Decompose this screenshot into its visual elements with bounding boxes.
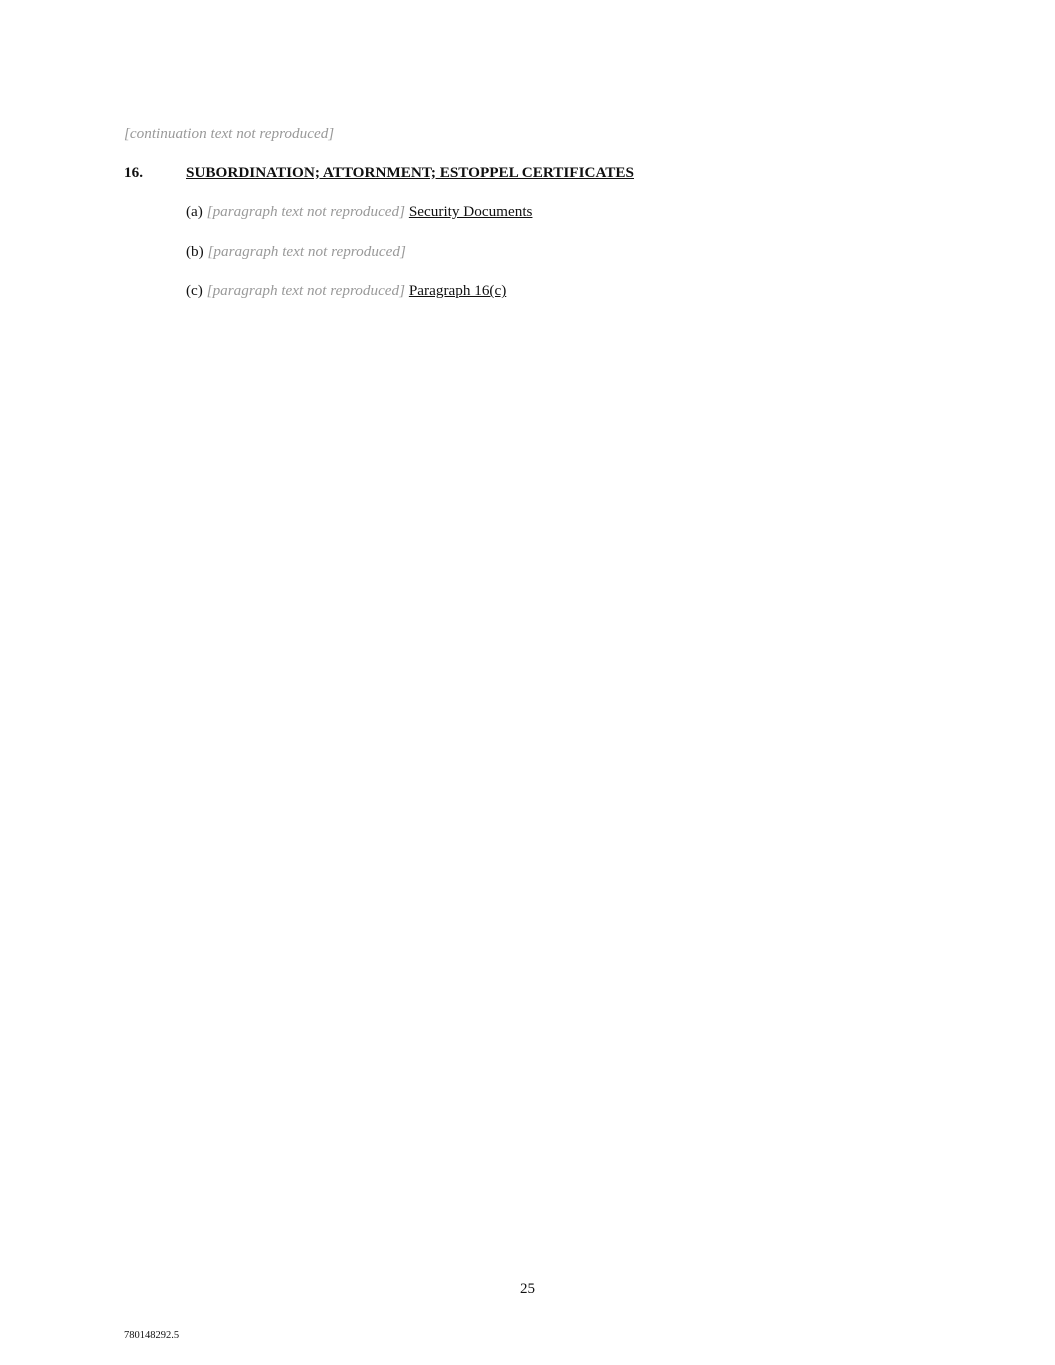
continuation-text-placeholder: [continuation text not reproduced] <box>124 125 335 142</box>
paragraph-a <box>124 202 929 222</box>
paragraph-b-label: (b) <box>186 242 204 260</box>
defined-term-security-documents: Security Documents <box>408 202 533 220</box>
paragraph-c-label: (c) <box>186 282 203 300</box>
document-page <box>124 124 929 301</box>
paragraph-continuation <box>124 124 929 144</box>
section-heading <box>124 164 929 182</box>
paragraph-c-text-placeholder: [paragraph text not reproduced] <box>206 282 406 300</box>
cross-reference-paragraph-16c: Paragraph 16(c) <box>408 282 507 300</box>
paragraph-c <box>124 281 929 301</box>
section-number: 16. <box>124 163 143 181</box>
paragraph-a-text-placeholder: [paragraph text not reproduced] <box>206 202 406 220</box>
document-id: 780148292.5 <box>124 1330 180 1341</box>
page-number: 25 <box>520 1281 535 1297</box>
paragraph-a-label: (a) <box>186 202 203 220</box>
paragraph-b-text-placeholder: [paragraph text not reproduced] <box>207 242 406 260</box>
section-title: SUBORDINATION; ATTORNMENT; ESTOPPEL CERTIFICATES <box>186 163 635 181</box>
paragraph-b <box>124 242 929 262</box>
